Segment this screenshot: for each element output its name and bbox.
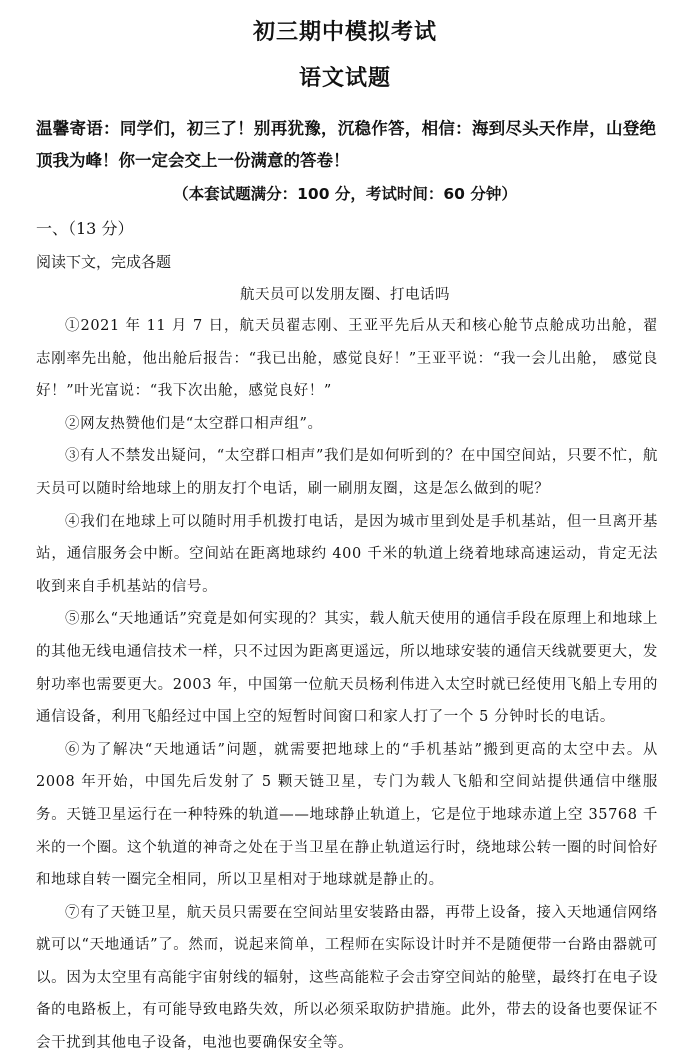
- article-paragraph-3: ③有人不禁发出疑问，“太空群口相声”我们是如何听到的？在中国空间站，只要不忙，航天员可以随时给地球上的朋友打个电话，刷一刷朋友圈，这是怎么做到的呢？: [36, 448, 658, 497]
- section-heading: 一、（13 分）: [36, 219, 134, 238]
- reading-instruction: 阅读下文，完成各题: [36, 253, 172, 271]
- article-paragraph-6: ⑥为了解决“天地通话”问题，就需要把地球上的“手机基站”搬到更高的太空中去。从 2008 年开始，中国先后发射了 5 颗天链卫星，专门为载人飞船和空间站提供通信中继服务。天链卫星运行在一种特殊的轨道——地球静止轨道上，它是位于地球赤道上空 35768 千米的一个圈。这个轨道的神奇之处在于当卫星在静止轨道运行时，绕地球公转一圈的时间恰好和地球自转一圈完全相同，所以卫星相对于地球就是静止的。: [36, 741, 658, 889]
- article-title: 航天员可以发朋友圈、打电话吗: [240, 287, 450, 303]
- article-paragraph-7: ⑦有了天链卫星，航天员只需要在空间站里安装路由器，再带上设备，接入天地通信网络就可以“天地通话”了。然而，说起来简单，工程师在实际设计时并不是随便带一台路由器就可以。因为太空里有高能宇宙射线的辐射，这些高能粒子会击穿空间站的舱壁，最终打在电子设备的电路板上，有可能导致电路失效，所以必须采取防护措施。此外，带去的设备也要保证不会干扰到其他电子设备，电池也要确保安全等。: [36, 904, 658, 1052]
- score-time-note: （本套试题满分：100 分，考试时间：60 分钟）: [173, 185, 517, 203]
- article-body: [36, 310, 658, 1060]
- greeting-message: 温馨寄语：同学们，初三了！别再犹豫，沉稳作答，相信：海到尽头天作岸，山登绝顶我为峰！你一定会交上一份满意的答卷！: [36, 119, 656, 170]
- article-paragraph-5: ⑤那么“天地通话”究竟是如何实现的？其实，载人航天使用的通信手段在原理上和地球上的其他无线电通信技术一样，只不过因为距离更遥远，所以地球安装的通信天线就要更大，发射功率也需要更大。2003 年，中国第一位航天员杨利伟进入太空时就已经使用飞船上专用的通信设备，利用飞船经过中国上空的短暂时间窗口和家人打了一个 5 分钟时长的电话。: [36, 611, 658, 726]
- exam-subject: 语文试题: [298, 66, 391, 91]
- article-paragraph-1: ①2021 年 11 月 7 日，航天员翟志刚、王亚平先后从天和核心舱节点舱成功出舱，翟志刚率先出舱，他出舱后报告：“我已出舱，感觉良好！”王亚平说：“我一会儿出舱， 感觉良好！”叶光富说：“我下次出舱，感觉良好！”: [36, 318, 658, 400]
- article-paragraph-4: ④我们在地球上可以随时用手机拨打电话，是因为城市里到处是手机基站，但一旦离开基站，通信服务会中断。空间站在距离地球约 400 千米的轨道上绕着地球高速运动，肯定无法收到来自手机基站的信号。: [36, 513, 658, 595]
- article-paragraph-2: ②网友热赞他们是“太空群口相声组”。: [65, 415, 323, 432]
- exam-title: 初三期中模拟考试: [252, 20, 437, 45]
